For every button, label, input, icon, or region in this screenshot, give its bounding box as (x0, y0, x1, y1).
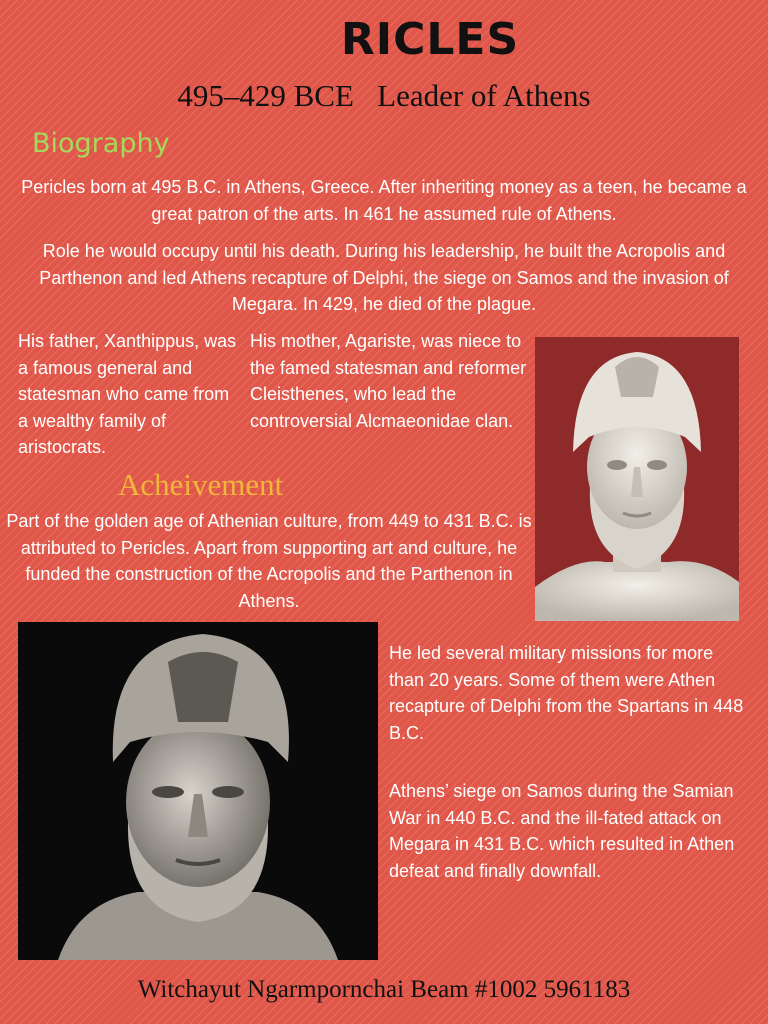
biography-heading: Biography (32, 128, 170, 159)
page-subtitle: 495–429 BCE Leader of Athens (177, 78, 591, 113)
biography-paragraph-2: Role he would occupy until his death. During his leadership, he built the Acropolis and Parthenon and led Athens recapture of Delphi, the siege on Samos and the invasion of Megara. In 429, he died of the plague. (39, 241, 729, 314)
father-paragraph: His father, Xanthippus, was a famous general and statesman who came from a wealthy family of aristocrats. (18, 331, 237, 457)
bust-illustration-icon (535, 337, 739, 621)
military-paragraph-2: Athens’ siege on Samos during the Samian War in 440 B.C. and the ill-fated attack on Megara in 431 B.C. which resulted in Athen defeat and finally downfall. (389, 781, 735, 881)
helmet-bust-illustration-icon (18, 622, 378, 960)
page-title: RICLES (340, 14, 520, 65)
achievement-paragraph: Part of the golden age of Athenian culture, from 449 to 431 B.C. is attributed to Pericles. Apart from supporting art and culture, he funded the construction of the Acropolis and the Parthenon in Athens. (6, 511, 532, 611)
pericles-helmet-photo (18, 622, 378, 960)
author-footer: Witchayut Ngarmpornchai Beam #1002 5961183 (137, 976, 631, 1003)
military-paragraph-1: He led several military missions for more than 20 years. Some of them were Athen recapture of Delphi from the Spartans in 448 B.C. (389, 643, 744, 743)
pericles-bust-photo (535, 337, 739, 621)
achievement-heading: Acheivement (118, 467, 284, 502)
biography-paragraph-1: Pericles born at 495 B.C. in Athens, Greece. After inheriting money as a teen, he became a great patron of the arts. In 461 he assumed rule of Athens. (21, 177, 747, 224)
mother-paragraph: His mother, Agariste, was niece to the famed statesman and reformer Cleisthenes, who lead the controversial Alcmaeonidae clan. (250, 331, 527, 431)
